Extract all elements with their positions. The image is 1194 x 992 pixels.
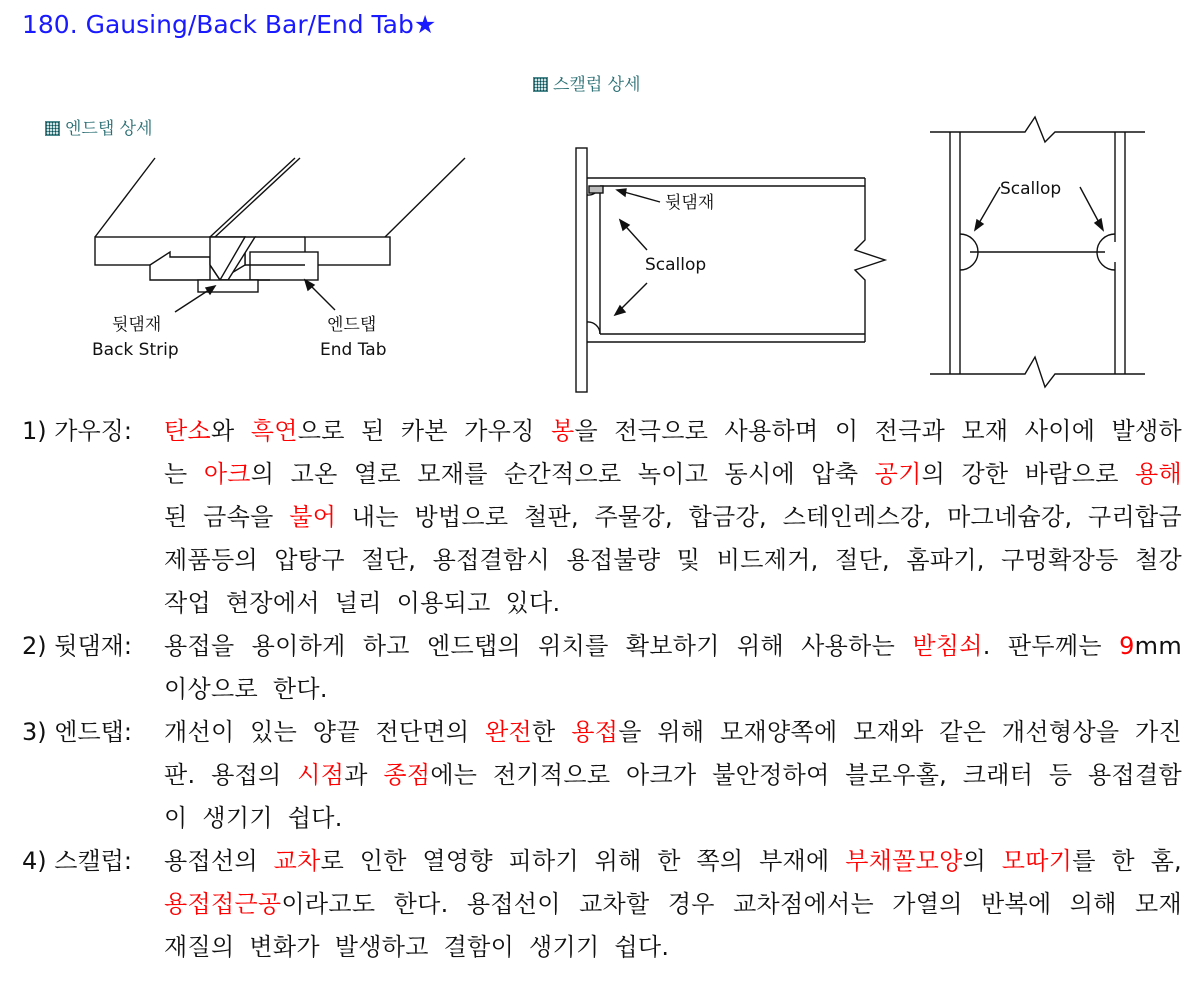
- text-segment: 한: [532, 718, 572, 746]
- definition-text: [164, 711, 1182, 840]
- text-segment: 용접을 용이하게 하고 엔드탭의 위치를 확보하기 위해 사용하는: [164, 632, 913, 660]
- highlighted-term: 9: [1119, 632, 1135, 660]
- end-tab-caption-text: 엔드탭 상세: [65, 119, 153, 139]
- scallop-detail-diagram: [565, 140, 895, 400]
- end-tab-caption: [45, 114, 153, 139]
- definition-item: [22, 410, 1182, 625]
- highlighted-term: 모따기: [1001, 847, 1073, 875]
- highlighted-term: 흑연: [250, 417, 298, 445]
- text-segment: 내는 방법으로 철판, 주물강, 합금강, 스테인레스강, 마그네슘강, 구리합금 제품등의 압탕구 절단, 용접결함시 용접불량 및 비드제거, 절단, 홈파기, 구멍확장등 철강작업 현장에서 널리 이용되고 있다.: [164, 503, 1182, 617]
- highlighted-term: 종점: [383, 761, 431, 789]
- end-tab-diagram: [80, 140, 580, 400]
- text-segment: 의: [962, 847, 1002, 875]
- text-segment: 을 전극으로 사용하며 이 전극과 모재 사이에 발생하는: [164, 417, 1182, 488]
- highlighted-term: 봉: [550, 417, 575, 445]
- text-segment: 를 한 홈,: [1072, 847, 1182, 875]
- text-segment: 에는 전기적으로 아크가 불안정하여 블로우홀, 크래터 등 용접결함이 생기기 쉽다.: [164, 761, 1182, 832]
- highlighted-term: 시점: [297, 761, 345, 789]
- highlighted-term: 용해: [1135, 460, 1182, 488]
- highlighted-term: 교차: [273, 847, 321, 875]
- scallop-label: Scallop: [1000, 179, 1062, 199]
- caption-square-icon: [45, 121, 60, 136]
- end-tab-en-label: End Tab: [320, 340, 387, 360]
- text-segment: . 판두께는: [982, 632, 1120, 660]
- highlighted-term: 받침쇠: [912, 632, 983, 660]
- back-strip-ko-label: 뒷댐재: [112, 315, 162, 335]
- text-segment: 과: [344, 761, 384, 789]
- text-segment: 개선이 있는 양끝 전단면의: [164, 718, 486, 746]
- text-segment: 와: [210, 417, 251, 445]
- highlighted-term: 아크: [203, 460, 251, 488]
- definition-term: 1) 가우징:: [22, 417, 132, 445]
- text-segment: 된 금속을: [164, 503, 290, 531]
- back-strip-en-label: Back Strip: [92, 340, 179, 360]
- page-title: 180. Gausing/Back Bar/End Tab★: [22, 10, 437, 39]
- highlighted-term: 공기: [874, 460, 922, 488]
- definition-term: 2) 뒷댐재:: [22, 632, 132, 660]
- end-tab-ko-label: 엔드탭: [327, 315, 377, 335]
- highlighted-term: 용접접근공: [164, 890, 282, 918]
- highlighted-term: 완전: [485, 718, 533, 746]
- text-segment: 으로 된 카본 가우징: [297, 417, 551, 445]
- definition-text: [164, 625, 1182, 711]
- highlighted-term: 용접: [571, 718, 619, 746]
- definition-term: 4) 스캘럽:: [22, 847, 132, 875]
- definition-text: [164, 410, 1182, 625]
- text-segment: 용접선의: [164, 847, 274, 875]
- scallop-label: Scallop: [645, 255, 707, 275]
- text-segment: 의 강한 바람으로: [921, 460, 1136, 488]
- highlighted-term: 부채꼴모양: [845, 847, 963, 875]
- text-segment: 을 위해 모재양쪽에 모재와 같은 개선형상을 가진 판. 용접의: [164, 718, 1182, 789]
- scallop-caption-text: 스캘럽 상세: [553, 75, 641, 95]
- definition-item: [22, 840, 1182, 969]
- text-segment: 의 고온 열로 모재를 순간적으로 녹이고 동시에 압축: [250, 460, 875, 488]
- highlighted-term: 탄소: [164, 417, 211, 445]
- text-segment: 이라고도 한다. 용접선이 교차할 경우 교차점에서는 가열의 반복에 의해 모재 재질의 변화가 발생하고 결함이 생기기 쉽다.: [164, 890, 1182, 961]
- definition-term: 3) 엔드탭:: [22, 718, 132, 746]
- highlighted-term: 불어: [289, 503, 337, 531]
- text-segment: 로 인한 열영향 피하기 위해 한 쪽의 부재에: [320, 847, 846, 875]
- caption-square-icon: [533, 77, 548, 92]
- back-strip-label: 뒷댐재: [665, 193, 715, 213]
- scallop-caption: [533, 70, 641, 95]
- definition-text: [164, 840, 1182, 969]
- text-segment: mm이상으로 한다.: [164, 632, 1182, 703]
- scallop-column-diagram: [925, 112, 1150, 397]
- definition-list: [22, 410, 1182, 969]
- definition-item: [22, 625, 1182, 711]
- definition-item: [22, 711, 1182, 840]
